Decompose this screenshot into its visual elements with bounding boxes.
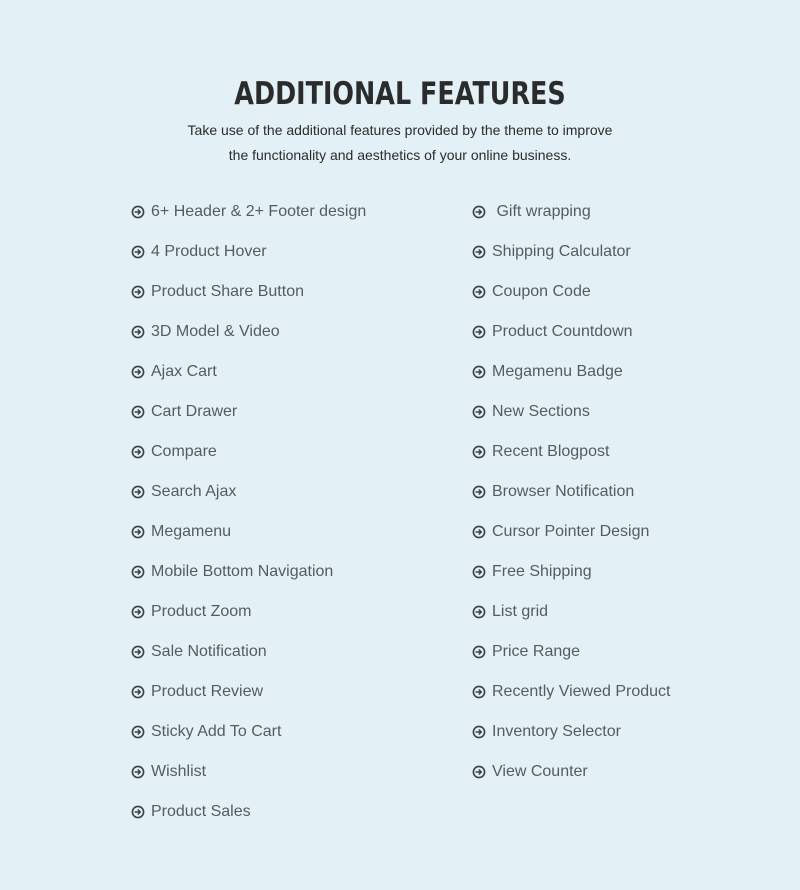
feature-item (131, 440, 366, 464)
feature-item (131, 200, 366, 224)
arrow-circle-right-icon (131, 725, 145, 739)
feature-item (131, 560, 366, 584)
arrow-circle-right-icon (131, 605, 145, 619)
arrow-circle-right-icon (131, 765, 145, 779)
feature-label: Browser Notification (492, 483, 635, 500)
arrow-circle-right-icon (472, 765, 486, 779)
arrow-circle-right-icon (131, 325, 145, 339)
feature-label: Compare (151, 443, 217, 460)
subtitle-line-1: Take use of the additional features provided by the theme to improve (187, 122, 613, 138)
feature-item (472, 200, 670, 224)
feature-label: Free Shipping (492, 563, 592, 580)
feature-item (472, 720, 670, 744)
arrow-circle-right-icon (472, 245, 486, 259)
feature-item (472, 320, 670, 344)
feature-label: Sticky Add To Cart (151, 723, 282, 740)
arrow-circle-right-icon (472, 445, 486, 459)
arrow-circle-right-icon (131, 405, 145, 419)
arrow-circle-right-icon (131, 365, 145, 379)
feature-label: Product Share Button (151, 283, 304, 300)
feature-item (472, 520, 670, 544)
feature-label: 6+ Header & 2+ Footer design (151, 203, 367, 220)
feature-label: Price Range (492, 643, 581, 660)
feature-label: Product Zoom (151, 603, 252, 620)
arrow-circle-right-icon (472, 725, 486, 739)
feature-item (472, 560, 670, 584)
arrow-circle-right-icon (472, 365, 486, 379)
feature-item (131, 680, 366, 704)
feature-label: Sale Notification (151, 643, 267, 660)
feature-item (131, 640, 366, 664)
arrow-circle-right-icon (472, 285, 486, 299)
feature-label: Megamenu (151, 523, 232, 540)
feature-list-left (131, 200, 366, 840)
arrow-circle-right-icon (472, 605, 486, 619)
arrow-circle-right-icon (131, 685, 145, 699)
feature-label: Product Sales (151, 803, 251, 820)
feature-item (472, 640, 670, 664)
feature-item (472, 440, 670, 464)
feature-label: Cursor Pointer Design (492, 523, 650, 540)
arrow-circle-right-icon (472, 325, 486, 339)
feature-label: Recently Viewed Product (492, 683, 671, 700)
arrow-circle-right-icon (472, 645, 486, 659)
feature-item (131, 360, 366, 384)
feature-item (472, 240, 670, 264)
arrow-circle-right-icon (472, 205, 486, 219)
feature-item (131, 320, 366, 344)
feature-label: 4 Product Hover (151, 243, 267, 260)
feature-label: Mobile Bottom Navigation (151, 563, 334, 580)
arrow-circle-right-icon (131, 245, 145, 259)
arrow-circle-right-icon (472, 685, 486, 699)
arrow-circle-right-icon (472, 565, 486, 579)
arrow-circle-right-icon (131, 445, 145, 459)
feature-label: View Counter (492, 763, 588, 780)
feature-item (131, 240, 366, 264)
feature-item (472, 680, 670, 704)
feature-item (131, 760, 366, 784)
arrow-circle-right-icon (472, 405, 486, 419)
feature-label: Product Countdown (492, 323, 633, 340)
feature-item (131, 480, 366, 504)
arrow-circle-right-icon (131, 525, 145, 539)
feature-item (131, 600, 366, 624)
feature-item (131, 520, 366, 544)
arrow-circle-right-icon (131, 205, 145, 219)
subtitle-line-2: the functionality and aesthetics of your online business. (228, 147, 572, 163)
feature-label: Megamenu Badge (492, 363, 623, 380)
feature-item (131, 400, 366, 424)
feature-item (131, 280, 366, 304)
feature-label: Cart Drawer (151, 403, 238, 420)
feature-label: Ajax Cart (151, 363, 217, 380)
feature-list-right (472, 200, 670, 800)
feature-item (472, 760, 670, 784)
feature-label: Wishlist (151, 763, 207, 780)
feature-label: Shipping Calculator (492, 243, 631, 260)
feature-item (472, 600, 670, 624)
feature-label: Recent Blogpost (492, 443, 610, 460)
arrow-circle-right-icon (472, 485, 486, 499)
feature-label: New Sections (492, 403, 590, 420)
arrow-circle-right-icon (131, 565, 145, 579)
feature-label: List grid (492, 603, 549, 620)
feature-item (472, 360, 670, 384)
feature-item (472, 480, 670, 504)
feature-item (131, 800, 366, 824)
arrow-circle-right-icon (131, 285, 145, 299)
feature-label: Search Ajax (151, 483, 237, 500)
section-subtitle (150, 118, 650, 168)
section-title: ADDITIONAL FEATURES (234, 76, 566, 112)
feature-label: Inventory Selector (492, 723, 621, 740)
arrow-circle-right-icon (131, 645, 145, 659)
arrow-circle-right-icon (131, 485, 145, 499)
feature-item (472, 280, 670, 304)
feature-item (472, 400, 670, 424)
feature-label: 3D Model & Video (151, 323, 280, 340)
feature-item (131, 720, 366, 744)
arrow-circle-right-icon (131, 805, 145, 819)
feature-label: Gift wrapping (492, 203, 591, 220)
feature-label: Coupon Code (492, 283, 591, 300)
feature-label: Product Review (151, 683, 264, 700)
arrow-circle-right-icon (472, 525, 486, 539)
